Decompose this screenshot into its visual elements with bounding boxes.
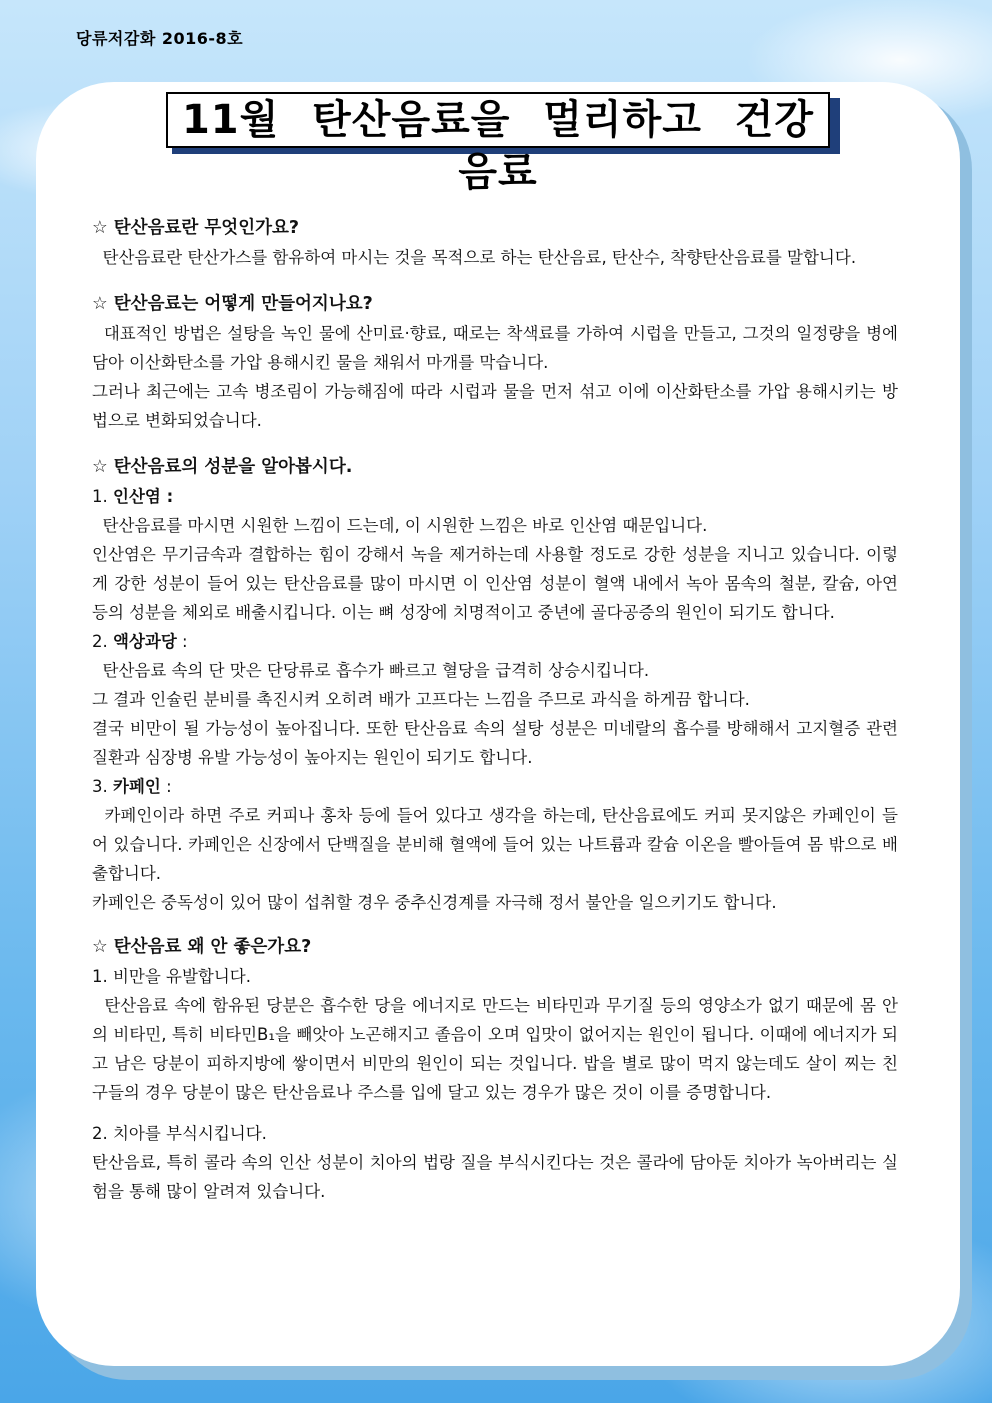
- paragraph: 탄산음료를 마시면 시원한 느낌이 드는데, 이 시원한 느낌은 바로 인산염 때문입니다.: [102, 516, 708, 535]
- section-heading: ☆ 탄산음료란 무엇인가요?: [92, 218, 300, 238]
- paragraph: 그러나 최근에는 고속 병조림이 가능해짐에 따라 시럽과 물을 먼저 섞고 이에 이산화탄소를 가압 용해시키는 방법으로 변화되었습니다.: [92, 382, 898, 430]
- list-item-heading: 1. 인산염 :: [92, 487, 174, 506]
- paragraph: 인산염은 무기금속과 결합하는 힘이 강해서 녹을 제거하는데 사용할 정도로 강한 성분을 지니고 있습니다. 이렇게 강한 성분이 들어 있는 탄산음료를 많이 마시면 이 인산염 성분이 혈액 내에서 녹아 몸속의 철분, 칼슘, 아연 등의 성분을 체외로 배출시킵니다. 이는 뼈 성장에 치명적이고 중년에 골다공증의 원인이 되기도 합니다.: [92, 545, 898, 622]
- page-title: 11월 탄산음료을 멀리하고 건강음료: [166, 92, 830, 148]
- paragraph: 탄산음료 속의 단 맛은 단당류로 흡수가 빠르고 혈당을 급격히 상승시킵니다.: [102, 661, 650, 680]
- list-item-heading: 1. 비만을 유발합니다.: [92, 967, 251, 986]
- list-item-heading: 2. 치아를 부식시킵니다.: [92, 1124, 267, 1143]
- section-heading: ☆ 탄산음료의 성분을 알아봅시다.: [92, 457, 353, 477]
- section-heading: ☆ 탄산음료는 어떻게 만들어지나요?: [92, 294, 373, 314]
- paragraph: 탄산음료란 탄산가스를 함유하여 마시는 것을 목적으로 하는 탄산음료, 탄산수, 착향탄산음료를 말합니다.: [102, 248, 857, 267]
- paragraph: 카페인은 중독성이 있어 많이 섭취할 경우 중추신경계를 자극해 정서 불안을 일으키기도 합니다.: [92, 893, 777, 912]
- article-body: [92, 214, 898, 1206]
- newsletter-issue-header: 당류저감화 2016-8호: [76, 29, 244, 48]
- paragraph: 카페인이라 하면 주로 커피나 홍차 등에 들어 있다고 생각을 하는데, 탄산음료에도 커피 못지않은 카페인이 들어 있습니다. 카페인은 신장에서 단백질을 분비해 혈액에 들어 있는 나트륨과 칼슘 이온을 빨아들여 몸 밖으로 배출합니다.: [92, 806, 898, 883]
- section-heading: ☆ 탄산음료 왜 안 좋은가요?: [92, 937, 312, 957]
- paragraph: 대표적인 방법은 설탕을 녹인 물에 산미료·향료, 때로는 착색료를 가하여 시럽을 만들고, 그것의 일정량을 병에 담아 이산화탄소를 가압 용해시킨 물을 채워서 마개를 막습니다.: [92, 324, 898, 372]
- paragraph: 결국 비만이 될 가능성이 높아집니다. 또한 탄산음료 속의 설탕 성분은 미네랄의 흡수를 방해해서 고지혈증 관련 질환과 심장병 유발 가능성이 높아지는 원인이 되기도 합니다.: [92, 719, 898, 767]
- paragraph: 그 결과 인슐린 분비를 촉진시켜 오히려 배가 고프다는 느낌을 주므로 과식을 하게끔 합니다.: [92, 690, 750, 709]
- list-item-heading: 2. 액상과당 :: [92, 632, 188, 651]
- paragraph: 탄산음료 속에 함유된 당분은 흡수한 당을 에너지로 만드는 비타민과 무기질 등의 영양소가 없기 때문에 몸 안의 비타민, 특히 비타민B₁을 빼앗아 노곤해지고 졸음이 오며 입맛이 없어지는 원인이 됩니다. 이때에 에너지가 되고 남은 당분이 피하지방에 쌓이면서 비만의 원인이 되는 것입니다. 밥을 별로 많이 먹지 않는데도 살이 찌는 친구들의 경우 당분이 많은 탄산음료나 주스를 입에 달고 있는 경우가 많은 것이 이를 증명합니다.: [92, 996, 898, 1102]
- list-item-heading: 3. 카페인 :: [92, 777, 172, 796]
- paragraph: 탄산음료, 특히 콜라 속의 인산 성분이 치아의 법랑 질을 부식시킨다는 것은 콜라에 담아둔 치아가 녹아버리는 실험을 통해 많이 알려져 있습니다.: [92, 1153, 898, 1201]
